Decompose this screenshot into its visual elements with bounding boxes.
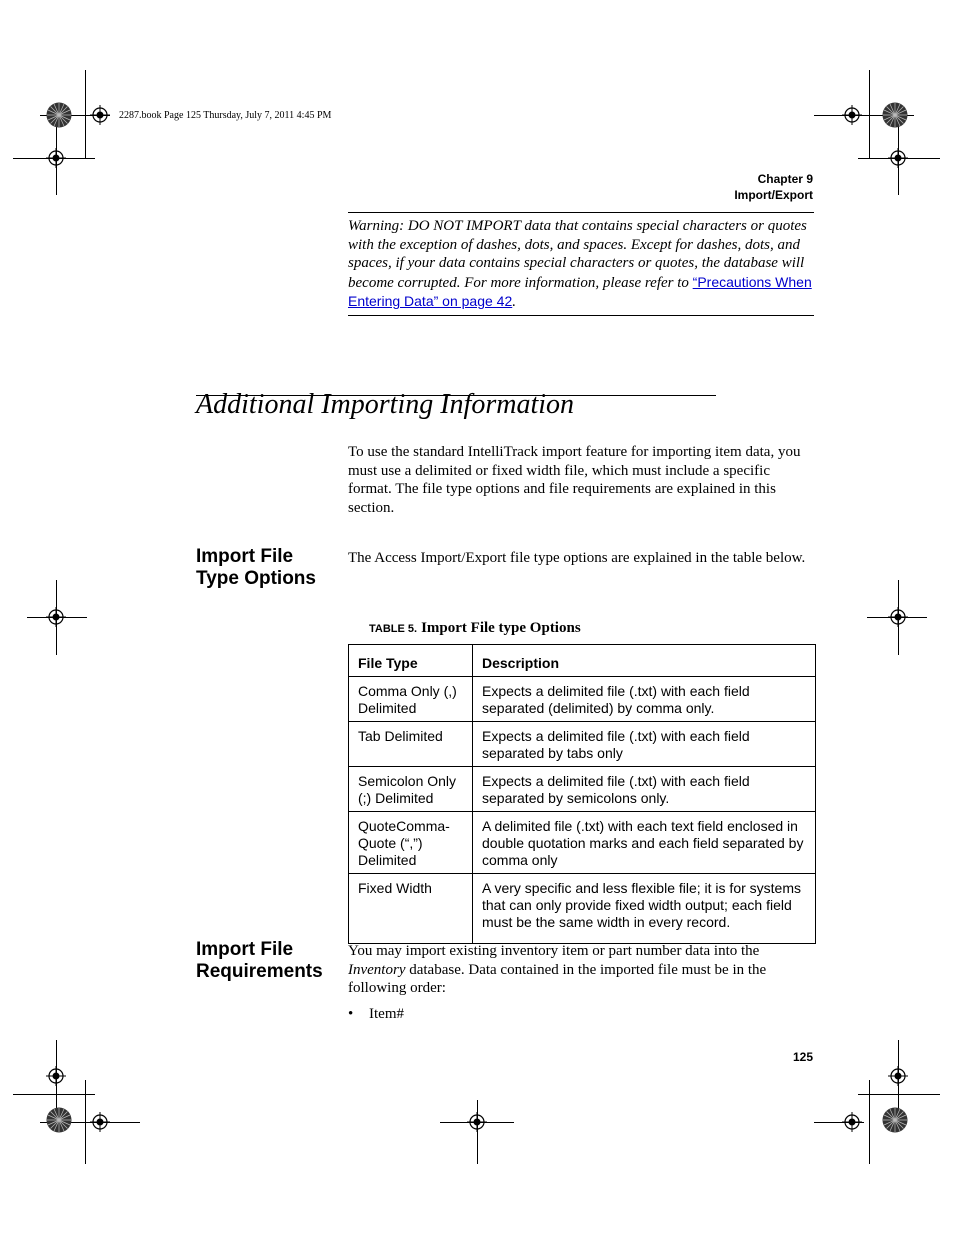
registration-mark-icon	[888, 607, 908, 627]
table-cell-description: A very specific and less flexible file; it is for systems that can only provide fixed width output; each field must be the same width in every record.	[473, 874, 816, 944]
running-header	[734, 171, 813, 203]
table-row	[349, 812, 816, 874]
registration-mark-icon	[888, 1066, 908, 1086]
table-cell-description: Expects a delimited file (.txt) with each field separated by semicolons only.	[473, 767, 816, 812]
table-cell-description: Expects a delimited file (.txt) with each field separated by tabs only	[473, 722, 816, 767]
starburst-target-icon	[882, 1107, 908, 1133]
table-cell-file-type: QuoteComma-Quote (“,”) Delimited	[349, 812, 473, 874]
table-header-description: Description	[473, 645, 816, 677]
section2-italic-term: Inventory	[348, 961, 406, 978]
warning-text: Warning: DO NOT IMPORT data that contains special characters or quotes with the exception of dashes, dots, and spaces. Except for dashes, dots, and spaces, if your data contains special characters or quotes, the database will become corrupted. For more information, please refer to	[348, 218, 807, 291]
registration-mark-icon	[842, 1112, 862, 1132]
file-type-table	[348, 644, 816, 944]
registration-mark-icon	[46, 148, 66, 168]
table-cell-file-type: Fixed Width	[349, 874, 473, 944]
registration-mark-icon	[46, 1066, 66, 1086]
table-label: TABLE 5.	[369, 623, 418, 635]
section-heading-file-requirements	[196, 939, 323, 983]
table-cell-description: A delimited file (.txt) with each text field enclosed in double quotation marks and each field separated by comma only	[473, 812, 816, 874]
section2-paragraph	[348, 942, 814, 998]
page-heading: Additional Importing Information	[196, 389, 574, 420]
section-heading-line: Type Options	[196, 568, 316, 589]
section-heading-file-type-options	[196, 546, 316, 590]
table-row	[349, 767, 816, 812]
starburst-target-icon	[46, 102, 72, 128]
table-row	[349, 874, 816, 944]
registration-mark-icon	[46, 607, 66, 627]
section2-text: You may import existing inventory item or part number data into the	[348, 943, 760, 959]
table-title: Import File type Options	[421, 620, 581, 636]
table-cell-description: Expects a delimited file (.txt) with each field separated (delimited) by comma only.	[473, 677, 816, 722]
registration-mark-icon	[888, 148, 908, 168]
table-row	[349, 677, 816, 722]
registration-mark-icon	[90, 105, 110, 125]
registration-mark-icon	[467, 1112, 487, 1132]
table-header-file-type: File Type	[349, 645, 473, 677]
bullet-icon: •	[348, 1006, 354, 1022]
registration-mark-icon	[842, 105, 862, 125]
running-header-section: Import/Export	[734, 188, 813, 202]
page-number: 125	[792, 1050, 813, 1064]
running-header-chapter: Chapter 9	[757, 172, 813, 186]
starburst-target-icon	[46, 1107, 72, 1133]
print-slug: 2287.book Page 125 Thursday, July 7, 2011 4:45 PM	[119, 110, 332, 121]
section-heading-line: Import File	[196, 939, 294, 960]
table-caption	[369, 619, 581, 637]
table-header-row	[349, 645, 816, 677]
warning-end: .	[512, 294, 516, 311]
table-cell-file-type: Semicolon Only (;) Delimited	[349, 767, 473, 812]
list-item	[348, 1006, 404, 1023]
section-heading-line: Requirements	[196, 961, 323, 982]
intro-paragraph: To use the standard IntelliTrack import feature for importing item data, you must use a delimited or fixed width file, which must include a specific format. The file type options and file requirements are explained in this section.	[348, 444, 801, 516]
section1-paragraph: The Access Import/Export file type options are explained in the table below.	[348, 550, 806, 566]
table-cell-file-type: Tab Delimited	[349, 722, 473, 767]
section2-text: database. Data contained in the imported file must be in the following order:	[348, 961, 767, 997]
table-row	[349, 722, 816, 767]
list-item-text: Item#	[369, 1006, 404, 1022]
registration-mark-icon	[90, 1112, 110, 1132]
precautions-link[interactable]: “Precautions When Entering Data” on page 42	[348, 273, 812, 310]
warning-box	[348, 212, 814, 316]
starburst-target-icon	[882, 102, 908, 128]
section-heading-line: Import File	[196, 546, 294, 567]
table-cell-file-type: Comma Only (,) Delimited	[349, 677, 473, 722]
